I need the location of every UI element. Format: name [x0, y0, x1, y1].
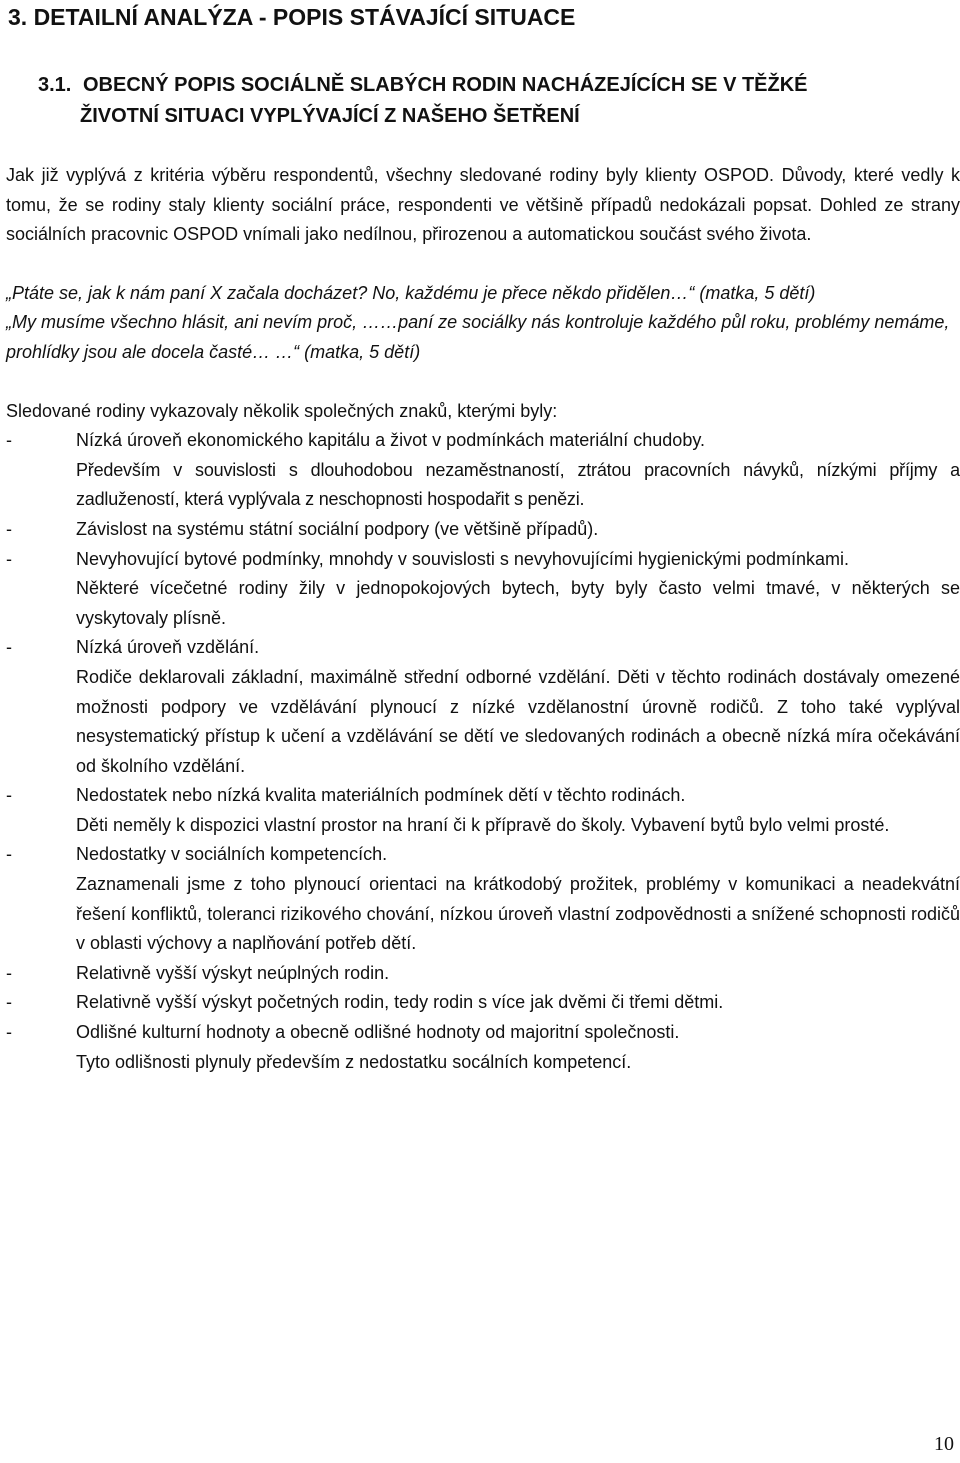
- list-item-text: Závislost na systému státní sociální podpory (ve většině případů).: [76, 518, 599, 539]
- list-item-text: Odlišné kulturní hodnoty a obecně odlišné hodnoty od majoritní společnosti.: [76, 1022, 680, 1043]
- list-item: [6, 545, 960, 634]
- list-item: [6, 633, 960, 781]
- section-heading: [38, 70, 958, 132]
- list-dash: -: [6, 992, 12, 1013]
- list-item-text: Nízká úroveň vzdělání.: [76, 637, 260, 658]
- list-dash: -: [6, 430, 12, 451]
- list-item-detail: Především v souvislosti s dlouhodobou nezaměstnaností, ztrátou pracovních návyků, nízkými příjmy a zadlužeností, která vyplývala z neschopnosti hospodařit s penězi.: [76, 459, 960, 510]
- list-dash: -: [6, 785, 12, 806]
- list-item: [6, 781, 960, 840]
- respondent-quote-1: „Ptáte se, jak k nám paní X začala docházet? No, každému je přece někdo přidělen…“ (matka, 5 dětí): [6, 282, 816, 303]
- list-item-detail: Tyto odlišnosti plynuly především z nedostatku socálních kompetencí.: [76, 1051, 632, 1072]
- list-item-detail: Děti neměly k dispozici vlastní prostor na hraní či k přípravě do školy. Vybavení bytů bylo velmi prosté.: [76, 814, 890, 835]
- list-item-text: Nevyhovující bytové podmínky, mnohdy v souvislosti s nevyhovujícími hygienickými podmínkami.: [76, 548, 849, 569]
- list-item: [6, 988, 960, 1018]
- section-title-line1: OBECNÝ POPIS SOCIÁLNĚ SLABÝCH RODIN NACHÁZEJÍCÍCH SE V TĚŽKÉ: [83, 74, 808, 96]
- list-item: [6, 959, 960, 989]
- chapter-heading: 3. DETAILNÍ ANALÝZA - POPIS STÁVAJÍCÍ SITUACE: [8, 4, 576, 30]
- list-item-text: Nízká úroveň ekonomického kapitálu a život v podmínkách materiální chudoby.: [76, 430, 705, 451]
- list-item: [6, 1018, 960, 1077]
- list-dash: -: [6, 1022, 12, 1043]
- list-item-text: Relativně vyšší výskyt početných rodin, tedy rodin s více jak dvěmi či třemi dětmi.: [76, 992, 724, 1013]
- list-intro: Sledované rodiny vykazovaly několik společných znaků, kterými byly:: [6, 400, 558, 421]
- section-title-line2: ŽIVOTNÍ SITUACI VYPLÝVAJÍCÍ Z NAŠEHO ŠETŘENÍ: [80, 105, 580, 127]
- list-item: [6, 840, 960, 958]
- body-text: [6, 161, 960, 1077]
- page-number: 10: [934, 1433, 954, 1455]
- list-dash: -: [6, 518, 12, 539]
- list-item-detail: Některé vícečetné rodiny žily v jednopokojových bytech, byty byly často velmi tmavé, v některých se vyskytovaly plísně.: [76, 578, 960, 628]
- intro-paragraph: Jak již vyplývá z kritéria výběru respondentů, všechny sledované rodiny byly klienty OSPOD. Důvody, které vedly k tomu, že se rodiny staly klienty sociální práce, respondenti ve většině případů nedokázali popsat. Dohled ze strany sociálních pracovnic OSPOD vnímali jako nedílnou, přirozenou a automatickou součást svého života.: [6, 165, 960, 245]
- list-item: [6, 515, 960, 545]
- list-item-detail: Zaznamenali jsme z toho plynoucí orientaci na krátkodobý prožitek, problémy v komunikaci a neadekvátní řešení konfliktů, toleranci rizikového chování, nízkou úroveň vlastní zodpovědnosti a snížené schopnosti rodičů v oblasti výchovy a naplňování potřeb dětí.: [76, 874, 960, 954]
- characteristics-list: [6, 426, 960, 1077]
- list-item-text: Nedostatek nebo nízká kvalita materiálních podmínek dětí v těchto rodinách.: [76, 785, 686, 806]
- list-item: [6, 426, 960, 515]
- respondent-quote-2: „My musíme všechno hlásit, ani nevím proč, ……paní ze sociálky nás kontroluje každého půl roku, problémy nemáme, prohlídky jsou ale docela časté… …“ (matka, 5 dětí): [6, 312, 950, 362]
- list-item-detail: Rodiče deklarovali základní, maximálně střední odborné vzdělání. Děti v těchto rodinách dostávaly omezené možnosti podpory ve vzdělávání plynoucí z nízké vzdělanostní úrovně rodičů. Z toho také vyplýval nesystematický přístup k učení a vzdělávání se dětí ve sledovaných rodinách a obecně nízká míra očekávání od školního vzdělání.: [76, 666, 960, 776]
- list-item-text: Relativně vyšší výskyt neúplných rodin.: [76, 962, 390, 983]
- list-dash: -: [6, 637, 12, 658]
- list-item-text: Nedostatky v sociálních kompetencích.: [76, 844, 388, 865]
- list-dash: -: [6, 962, 12, 983]
- list-dash: -: [6, 548, 12, 569]
- section-number: 3.1.: [38, 74, 72, 96]
- list-dash: -: [6, 844, 12, 865]
